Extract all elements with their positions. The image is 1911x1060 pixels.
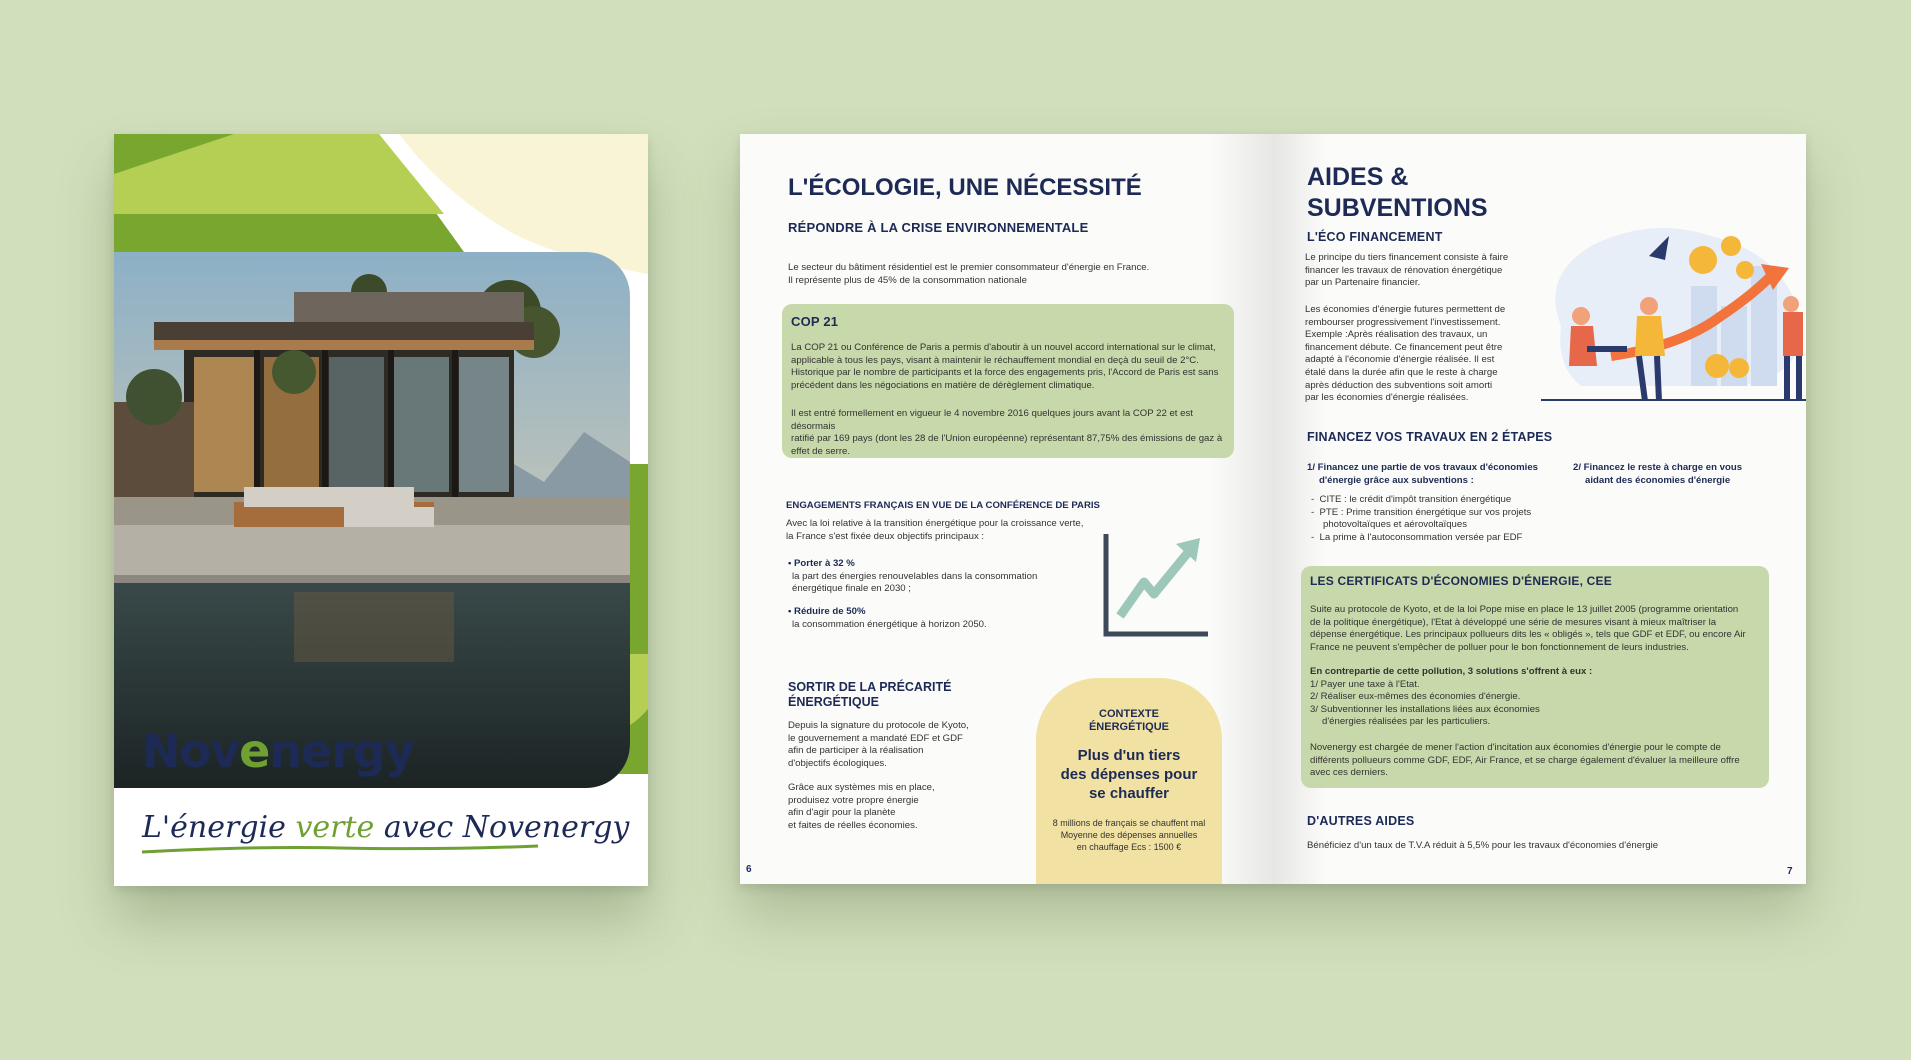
cee-title: LES CERTIFICATS D'ÉCONOMIES D'ÉNERGIE, CEE [1310, 574, 1612, 588]
list-item: - La prime à l'autoconsommation versée par EDF [1311, 531, 1523, 543]
tagline-underline [140, 844, 540, 858]
cop21-box [782, 304, 1234, 458]
cop21-title: COP 21 [791, 314, 839, 329]
cee-solutions: En contrepartie de cette pollution, 3 solutions s'offrent à eux : 1/ Payer une taxe à l'Etat. 2/ Réaliser eux-mêmes des économies d'énergie. 3/ Subventionner les installations liées aux économies d'énergies réalisées par les particuliers. [1310, 666, 1593, 728]
precarite-para2: Grâce aux systèmes mis en place, produisez votre propre énergie afin d'agir pour la planète et faites de réelles économies. [788, 782, 935, 831]
eco-para1: Le principe du tiers financement consiste à faire financer les travaux de rénovation énergétique par un Partenaire financier. [1305, 252, 1509, 289]
page-number: 7 [1787, 866, 1793, 877]
eco-title: L'ÉCO FINANCEMENT [1307, 230, 1443, 244]
page-7 [1273, 134, 1806, 884]
intro-text: Le secteur du bâtiment résidentiel est le premier consommateur d'énergie en France. Il représente plus de 45% de la consommation nationale [788, 262, 1150, 286]
step-1: 1/ Financez une partie de vos travaux d'économies d'énergie grâce aux subventions : [1307, 462, 1539, 486]
aid-list [1311, 494, 1531, 544]
section-subtitle: RÉPONDRE À LA CRISE ENVIRONNEMENTALE [788, 220, 1089, 235]
precarite-title: SORTIR DE LA PRÉCARITÉ ÉNERGÉTIQUE [788, 680, 952, 709]
novenergy-logo: Novenergy [142, 724, 414, 778]
objective-2: • Réduire de 50% la consommation énergétique à horizon 2050. [788, 606, 987, 630]
eco-para2: Les économies d'énergie futures permettent de rembourser progressivement l'investissement. Exemple :Après réalisation des travaux, un financement débute. Ce financement peut être adapté à l'économie d'énergie réalisée. Il est étalé dans la durée afin que le reste à charge après déduction des subventions soit amorti par les économies d'énergie réalisées. [1305, 304, 1506, 404]
brochure-cover [114, 134, 648, 886]
cover-tagline: L'énergie verte avec Novenergy [142, 810, 630, 845]
cop21-para2: Il est entré formellement en vigueur le 4 novembre 2016 quelques jours avant la COP 22 et est désormais ratifié par 169 pays (dont les 28 de l'Union européenne) représentant 87,75% des émissions de gaz à effet de serre. [791, 408, 1223, 457]
modern-house-illustration [114, 252, 630, 788]
growth-chart-icon [1102, 530, 1212, 638]
engagements-title: ENGAGEMENTS FRANÇAIS EN VUE DE LA CONFÉRENCE DE PARIS [786, 500, 1100, 511]
contexte-card: CONTEXTE ÉNERGÉTIQUE Plus d'un tiers des dépenses pour se chauffer 8 millions de français se chauffent mal Moyenne des dépenses annuelles en chauffage Ecs : 1500 € [1036, 678, 1222, 884]
autres-title: D'AUTRES AIDES [1307, 814, 1415, 828]
step-2: 2/ Financez le reste à charge en vous aidant des économies d'énergie [1573, 462, 1743, 486]
financing-illustration [1541, 216, 1806, 401]
autres-text: Bénéficiez d'un taux de T.V.A réduit à 5,5% pour les travaux d'économies d'énergie [1307, 840, 1659, 851]
financez-title: FINANCEZ VOS TRAVAUX EN 2 ÉTAPES [1307, 430, 1553, 444]
page-title: L'ÉCOLOGIE, UNE NÉCESSITÉ [788, 174, 1142, 201]
objective-1: • Porter à 32 % la part des énergies renouvelables dans la consommation énergétique finale en 2030 ; [788, 558, 1038, 595]
cee-box [1301, 566, 1769, 788]
page-6 [740, 134, 1273, 884]
page-title: AIDES & SUBVENTIONS [1307, 163, 1488, 222]
cop21-para1: La COP 21 ou Conférence de Paris a permis d'aboutir à un nouvel accord international sur le climat, applicable à tous les pays, visant à maintenir le réchauffement mondial en deçà du seuil de 2°C. Historique par le nombre de participants et la force des engagements pris, l'Accord de Paris est sans précédent dans les négociations en matière de dérèglement climatique. [791, 342, 1219, 391]
cee-para2: Novenergy est chargée de mener l'action d'incitation aux économies d'énergie pour le compte de différents pollueurs comme GDF, EDF, Air France, et se charge également d'évaluer la meilleure offre avec ces derniers. [1310, 742, 1740, 779]
engagements-intro: Avec la loi relative à la transition énergétique pour la croissance verte, la France s'est fixée deux objectifs principaux : [786, 518, 1084, 542]
page-number: 6 [746, 864, 752, 875]
list-item: photovoltaïques et aérovoltaïques [1323, 519, 1468, 531]
precarite-para1: Depuis la signature du protocole de Kyoto, le gouvernement a mandaté EDF et GDF afin de participer à la réalisation d'objectifs écologiques. [788, 720, 969, 769]
list-item: - CITE : le crédit d'impôt transition énergétique [1311, 494, 1512, 505]
list-item: - PTE : Prime transition énergétique sur vos projets [1311, 506, 1532, 518]
brochure-spread [740, 134, 1806, 884]
cee-para1: Suite au protocole de Kyoto, et de la loi Pope mise en place le 13 juillet 2005 (programme orientation de la politique énergétique), l'Etat à développé une série de mesures visant à mieux maîtriser la dépense énergétique. Les principaux pollueurs dits les « obligés », tels que GDF et EDF, ou encore Air France ne peuvent s'empêcher de polluer pour le bon fonctionnement de leurs industries. [1310, 604, 1746, 653]
cover-house-photo [114, 252, 630, 788]
